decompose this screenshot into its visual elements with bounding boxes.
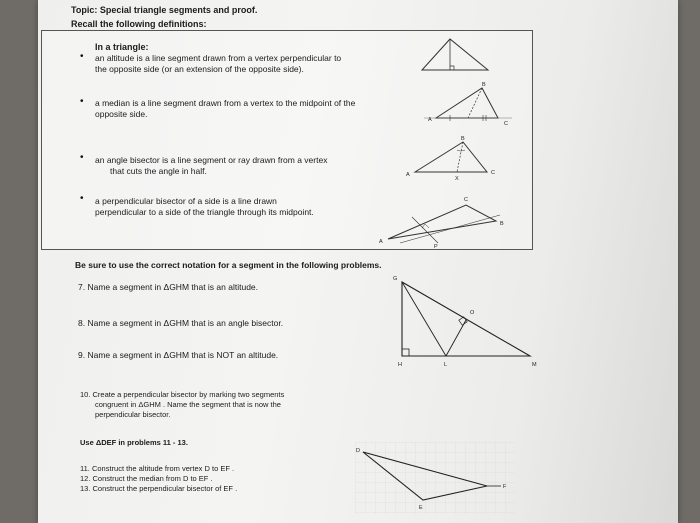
vertex-label: L bbox=[444, 362, 448, 368]
vertex-label: C bbox=[491, 170, 495, 176]
median-definition-line1: a median is a line segment drawn from a vertex to the midpoint of the bbox=[95, 98, 356, 108]
use-def-instruction: Use ΔDEF in problems 11 - 13. bbox=[80, 438, 188, 447]
problem-11: 11. Construct the altitude from vertex D to EF . bbox=[80, 464, 235, 473]
vertex-label: B bbox=[500, 221, 504, 227]
altitude-definition-line1: an altitude is a line segment drawn from a vertex perpendicular to bbox=[95, 53, 342, 63]
problem-13: 13. Construct the perpendicular bisector of EF . bbox=[80, 484, 238, 493]
bullet-icon: • bbox=[80, 193, 84, 204]
vertex-label: C bbox=[504, 121, 508, 127]
problem-10-line2: congruent in ΔGHM . Name the segment that is now the bbox=[95, 400, 281, 409]
vertex-label: A bbox=[379, 239, 383, 245]
triangle-def-figure bbox=[355, 442, 515, 514]
in-triangle-label: In a triangle: bbox=[95, 42, 149, 52]
vertex-label: A bbox=[406, 172, 410, 178]
bullet-icon: • bbox=[80, 152, 84, 163]
altitude-definition-line2: the opposite side (or an extension of the opposite side). bbox=[95, 64, 304, 74]
median-definition-line2: opposite side. bbox=[95, 109, 148, 119]
bullet-icon: • bbox=[80, 96, 84, 107]
topic-heading: Topic: Special triangle segments and proof. bbox=[71, 5, 258, 15]
vertex-label: B bbox=[461, 136, 465, 142]
vertex-label: X bbox=[455, 176, 459, 182]
problem-9: 9. Name a segment in ΔGHM that is NOT an altitude. bbox=[78, 350, 279, 360]
vertex-label: D bbox=[356, 448, 360, 454]
vertex-label: A bbox=[428, 117, 432, 123]
problem-10-line1: 10. Create a perpendicular bisector by marking two segments bbox=[80, 390, 285, 399]
notation-instruction: Be sure to use the correct notation for a segment in the following problems. bbox=[75, 260, 382, 270]
bisector-definition-line2: that cuts the angle in half. bbox=[110, 166, 207, 176]
perp-bisector-triangle-figure bbox=[378, 195, 508, 250]
problem-8: 8. Name a segment in ΔGHM that is an angle bisector. bbox=[78, 318, 284, 328]
vertex-label: F bbox=[503, 484, 507, 490]
vertex-label: G bbox=[393, 276, 398, 282]
problem-7: 7. Name a segment in ΔGHM that is an altitude. bbox=[78, 282, 259, 292]
bullet-icon: • bbox=[80, 51, 84, 62]
median-triangle-figure bbox=[420, 80, 520, 125]
altitude-triangle-figure bbox=[410, 36, 500, 76]
vertex-label: P bbox=[434, 244, 438, 250]
vertex-label: O bbox=[470, 310, 475, 316]
triangle-ghm-figure bbox=[390, 272, 540, 372]
vertex-label: E bbox=[419, 505, 423, 511]
recall-heading: Recall the following definitions: bbox=[71, 19, 207, 29]
vertex-label: H bbox=[398, 362, 402, 368]
vertex-label: C bbox=[464, 197, 468, 203]
bisector-definition-line1: an angle bisector is a line segment or ray drawn from a vertex bbox=[95, 155, 328, 165]
problem-12: 12. Construct the median from D to EF . bbox=[80, 474, 213, 483]
problem-10-line3: perpendicular bisector. bbox=[95, 410, 171, 419]
vertex-label: M bbox=[532, 362, 537, 368]
perp-bisector-definition-line2: perpendicular to a side of the triangle through its midpoint. bbox=[95, 207, 314, 217]
angle-bisector-triangle-figure bbox=[405, 138, 495, 180]
vertex-label: B bbox=[482, 82, 486, 88]
perp-bisector-definition-line1: a perpendicular bisector of a side is a line drawn bbox=[95, 196, 277, 206]
